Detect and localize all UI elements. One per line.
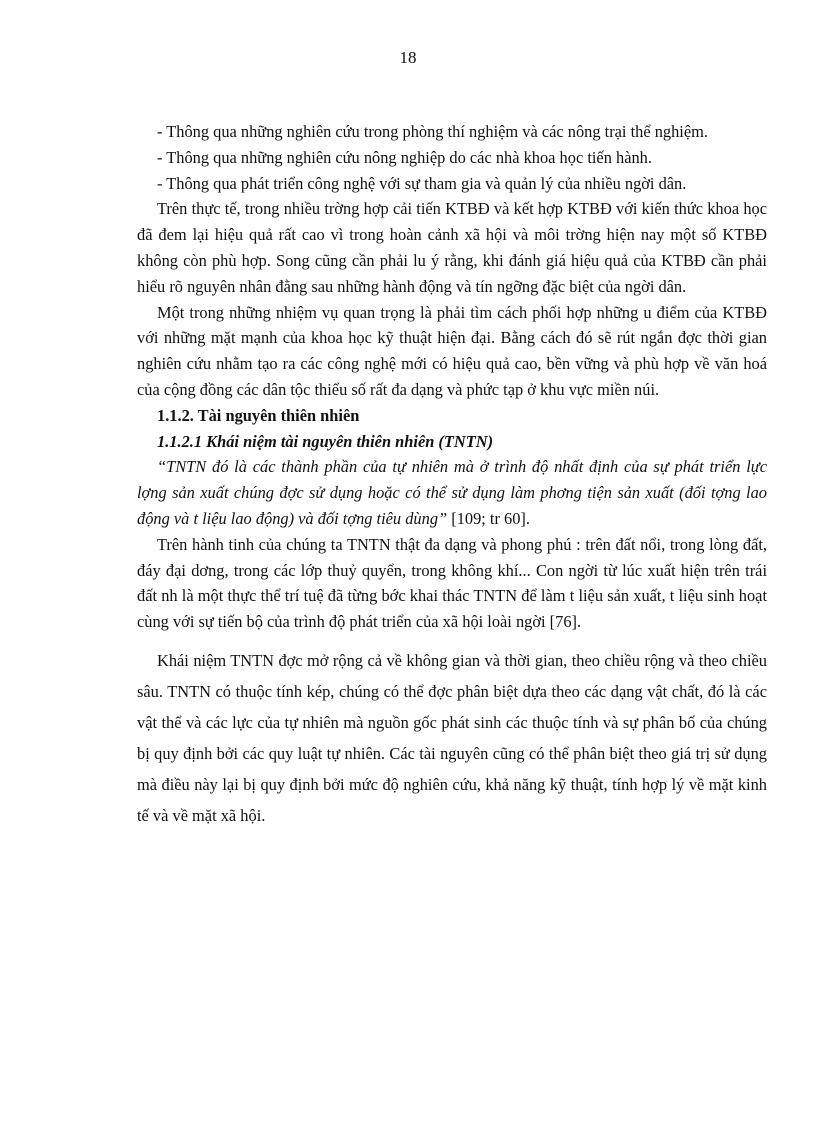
definition-quote bbox=[137, 454, 767, 531]
quote-text: “TNTN đó là các thành phần của tự nhiên mà ở trình độ nhất định của sự phát triển lực lợng sản xuất chúng đợc sử dụng hoặc có thể sử dụng làm phơng tiện sản xuất (đối tợng lao động và t liệu lao động) và đối tợng tiêu dùng” bbox=[137, 457, 767, 528]
page-body bbox=[137, 119, 767, 831]
quote-reference: [109; tr 60]. bbox=[447, 508, 530, 528]
bullet-paragraph-1: - Thông qua những nghiên cứu trong phòng thí nghiệm và các nông trại thể nghiệm. bbox=[157, 122, 708, 141]
bullet-paragraph-3: - Thông qua phát triển công nghệ với sự tham gia và quản lý của nhiều ngời dân. bbox=[157, 173, 687, 193]
body-paragraph-2: Một trong những nhiệm vụ quan trọng là phải tìm cách phối hợp những u điểm của KTBĐ với những mặt mạnh của khoa học kỹ thuật hiện đại. Bằng cách đó sẽ rút ngắn đợc thời gian nghiên cứu nhằm tạo ra các công nghệ mới có hiệu quả cao, bền vững và phù hợp về văn hoá của cộng đồng các dân tộc thiểu số rất đa dạng và phức tạp ở khu vực miền núi. bbox=[137, 302, 767, 399]
body-paragraph-4: Khái niệm TNTN đợc mở rộng cả về không gian và thời gian, theo chiều rộng và theo chiều sâu. TNTN có thuộc tính kép, chúng có thể đợc phân biệt dựa theo các dạng vật chất, đó là các vật thể và các lực của tự nhiên mà nguồn gốc phát sinh các thuộc tính và sự phân bố của chúng bị quy định bởi các quy luật tự nhiên. Các tài nguyên cũng có thể phân biệt theo giá trị sử dụng mà điều này lại bị quy định bởi mức độ nghiên cứu, khả năng kỹ thuật, tính hợp lý về mặt kinh tế và về mặt xã hội. bbox=[137, 650, 767, 825]
bullet-paragraph-2: - Thông qua những nghiên cứu nông nghiệp do các nhà khoa học tiến hành. bbox=[157, 147, 652, 167]
page-number: 18 bbox=[399, 48, 417, 67]
subsection-heading: 1.1.2.1 Khái niệm tài nguyên thiên nhiên (TNTN) bbox=[157, 431, 494, 451]
body-paragraph-3: Trên hành tinh của chúng ta TNTN thật đa dạng và phong phú : trên đất nổi, trong lòng đất, đáy đại dơng, trong các lớp thuỷ quyển, trong không khí... Con ngời từ lúc xuất hiện trên trái đất nh là một thực thể trí tuệ đã từng bớc khai thác TNTN để làm t liệu sản xuất, t liệu sinh hoạt cùng với sự tiến bộ của trình độ phát triển của xã hội loài ngời [76]. bbox=[137, 534, 767, 632]
section-heading: 1.1.2. Tài nguyên thiên nhiên bbox=[157, 405, 360, 425]
body-paragraph-1: Trên thực tế, trong nhiều trờng hợp cải tiến KTBĐ và kết hợp KTBĐ với kiến thức khoa học đã đem lại hiệu quả rất cao vì trong hoàn cảnh xã hội và môi trờng hiện nay một số KTBĐ không còn phù hợp. Song cũng cần phải lu ý rằng, khi đánh giá hiệu quả của KTBĐ cần phải hiểu rõ nguyên nhân đằng sau những hành động và tín ngỡng đặc biệt của ngời dân. bbox=[137, 199, 767, 296]
